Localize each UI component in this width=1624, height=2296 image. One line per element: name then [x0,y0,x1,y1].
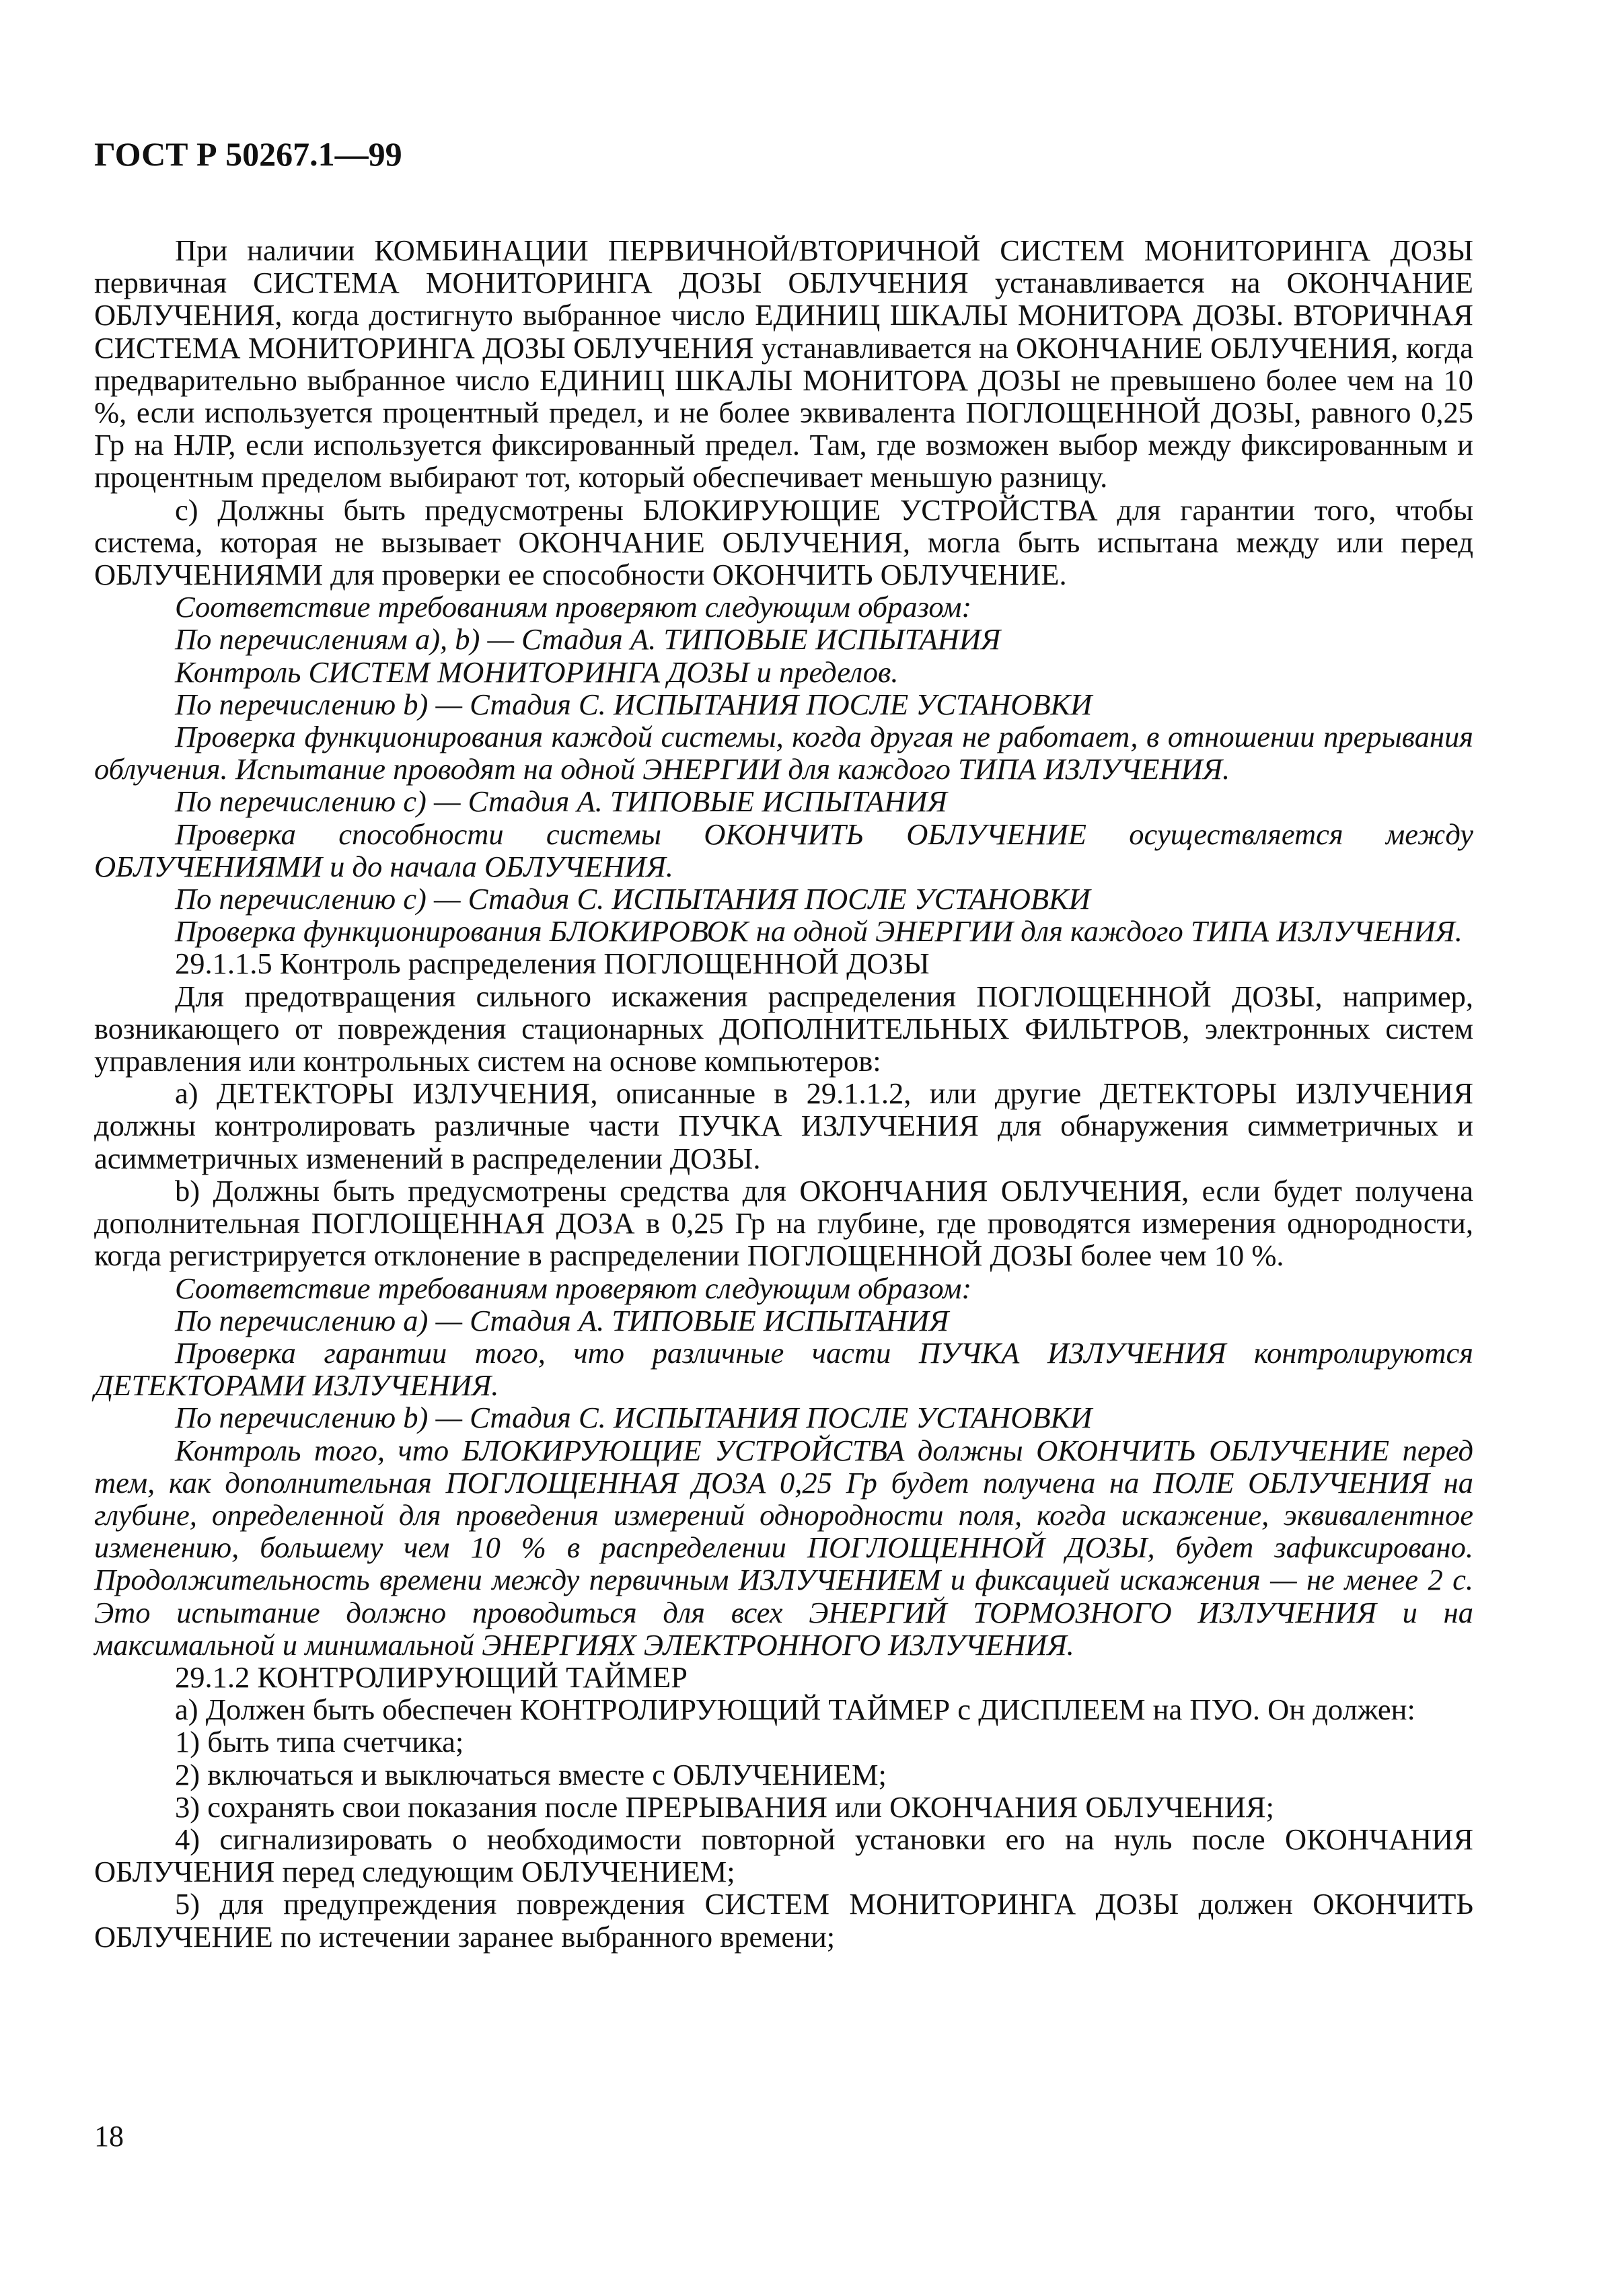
paragraph: а) Должен быть обеспечен КОНТРОЛИРУЮЩИЙ ТАЙМЕР с ДИСПЛЕЕМ на ПУО. Он должен: [175,1693,1415,1727]
paragraph: Контроль того, что БЛОКИРУЮЩИЕ УСТРОЙСТВА должны ОКОНЧИТЬ ОБЛУЧЕНИЕ перед тем, как дополнительная ПОГЛОЩЕННАЯ ДОЗА 0,25 Гр будет получена на ПОЛЕ ОБЛУЧЕНИЯ на глубине, определенной для проведения измерений однородности поля, когда искажение, эквивалентное изменению, большему чем 10 % в распределении ПОГЛОЩЕННОЙ ДОЗЫ, будет зафиксировано. Продолжительность времени между первичным ИЗЛУЧЕНИЕМ и фиксацией искажения — не менее 2 с. Это испытание должно проводиться для всех ЭНЕРГИЙ ТОРМОЗНОГО ИЗЛУЧЕНИЯ и на максимальной и минимальной ЭНЕРГИЯХ ЭЛЕКТРОННОГО ИЗЛУЧЕНИЯ. [94,1433,1473,1662]
paragraph: Проверка функционирования каждой системы, когда другая не работает, в отношении прерывания облучения. Испытание проводят на одной ЭНЕРГИИ для каждого ТИПА ИЗЛУЧЕНИЯ. [94,720,1473,786]
document-body [94,234,1473,1953]
document-header: ГОСТ Р 50267.1—99 [94,135,402,173]
paragraph: По перечислению а) — Стадия А. ТИПОВЫЕ ИСПЫТАНИЯ [175,1303,949,1337]
paragraph: По перечислению b) — Стадия С. ИСПЫТАНИЯ ПОСЛЕ УСТАНОВКИ [175,1401,1093,1435]
paragraph: По перечислению с) — Стадия С. ИСПЫТАНИЯ ПОСЛЕ УСТАНОВКИ [175,882,1091,916]
paragraph: Соответствие требованиям проверяют следующим образом: [175,590,972,624]
paragraph: Проверка функционирования БЛОКИРОВОК на одной ЭНЕРГИИ для каждого ТИПА ИЗЛУЧЕНИЯ. [175,914,1463,949]
paragraph: а) ДЕТЕКТОРЫ ИЗЛУЧЕНИЯ, описанные в 29.1.1.2, или другие ДЕТЕКТОРЫ ИЗЛУЧЕНИЯ должны контролировать различные части ПУЧКА ИЗЛУЧЕНИЯ для обнаружения симметричных и асимметричных изменений в распределении ДОЗЫ. [94,1076,1473,1175]
document-page [94,135,1473,1953]
paragraph: Для предотвращения сильного искажения распределения ПОГЛОЩЕННОЙ ДОЗЫ, например, возникающего от повреждения стационарных ДОПОЛНИТЕЛЬНЫХ ФИЛЬТРОВ, электронных систем управления или контрольных систем на основе компьютеров: [94,979,1473,1078]
paragraph: 1) быть типа счетчика; [175,1725,464,1759]
paragraph: Проверка гарантии того, что различные части ПУЧКА ИЗЛУЧЕНИЯ контролируются ДЕТЕКТОРАМИ ИЗЛУЧЕНИЯ. [94,1335,1473,1403]
paragraph: Проверка способности системы ОКОНЧИТЬ ОБЛУЧЕНИЕ осуществляется между ОБЛУЧЕНИЯМИ и до начала ОБЛУЧЕНИЯ. [94,817,1473,883]
paragraph: По перечислению с) — Стадия А. ТИПОВЫЕ ИСПЫТАНИЯ [175,784,947,819]
paragraph: 3) сохранять свои показания после ПРЕРЫВАНИЯ или ОКОНЧАНИЯ ОБЛУЧЕНИЯ; [175,1789,1274,1824]
paragraph: 29.1.2 КОНТРОЛИРУЮЩИЙ ТАЙМЕР [175,1660,688,1694]
paragraph: Контроль СИСТЕМ МОНИТОРИНГА ДОЗЫ и пределов. [175,655,899,689]
paragraph: 2) включаться и выключаться вместе с ОБЛУЧЕНИЕМ; [175,1757,887,1791]
paragraph: При наличии КОМБИНАЦИИ ПЕРВИЧНОЙ/ВТОРИЧНОЙ СИСТЕМ МОНИТОРИНГА ДОЗЫ первичная СИСТЕМА МОНИТОРИНГА ДОЗЫ ОБЛУЧЕНИЯ устанавливается на ОКОНЧАНИЕ ОБЛУЧЕНИЯ, когда достигнуто выбранное число ЕДИНИЦ ШКАЛЫ МОНИТОРА ДОЗЫ. ВТОРИЧНАЯ СИСТЕМА МОНИТОРИНГА ДОЗЫ ОБЛУЧЕНИЯ устанавливается на ОКОНЧАНИЕ ОБЛУЧЕНИЯ, когда предварительно выбранное число ЕДИНИЦ ШКАЛЫ МОНИТОРА ДОЗЫ не превышено более чем на 10 %, если используется процентный предел, и не более эквивалента ПОГЛОЩЕННОЙ ДОЗЫ, равного 0,25 Гр на НЛР, если используется фиксированный предел. Там, где возможен выбор между фиксированным и процентным пределом выбирают тот, который обеспечивает меньшую разницу. [94,233,1473,494]
paragraph: По перечислениям а), b) — Стадия А. ТИПОВЫЕ ИСПЫТАНИЯ [175,622,1001,657]
paragraph: 5) для предупреждения повреждения СИСТЕМ МОНИТОРИНГА ДОЗЫ должен ОКОНЧИТЬ ОБЛУЧЕНИЕ по истечении заранее выбранного времени; [94,1887,1473,1954]
paragraph: По перечислению b) — Стадия С. ИСПЫТАНИЯ ПОСЛЕ УСТАНОВКИ [175,687,1093,721]
paragraph: b) Должны быть предусмотрены средства для ОКОНЧАНИЯ ОБЛУЧЕНИЯ, если будет получена дополнительная ПОГЛОЩЕННАЯ ДОЗА в 0,25 Гр на глубине, где проводятся измерения однородности, когда регистрируется отклонение в распределении ПОГЛОЩЕННОЙ ДОЗЫ более чем 10 %. [94,1173,1473,1273]
paragraph: 4) сигнализировать о необходимости повторной установки его на нуль после ОКОНЧАНИЯ ОБЛУЧЕНИЯ перед следующим ОБЛУЧЕНИЕМ; [94,1822,1473,1889]
paragraph: c) Должны быть предусмотрены БЛОКИРУЮЩИЕ УСТРОЙСТВА для гарантии того, чтобы система, которая не вызывает ОКОНЧАНИЕ ОБЛУЧЕНИЯ, могла быть испытана между или перед ОБЛУЧЕНИЯМИ для проверки ее способности ОКОНЧИТЬ ОБЛУЧЕНИЕ. [94,492,1473,592]
page-number: 18 [94,2120,124,2153]
paragraph: 29.1.1.5 Контроль распределения ПОГЛОЩЕННОЙ ДОЗЫ [175,947,930,981]
paragraph: Соответствие требованиям проверяют следующим образом: [175,1271,972,1305]
